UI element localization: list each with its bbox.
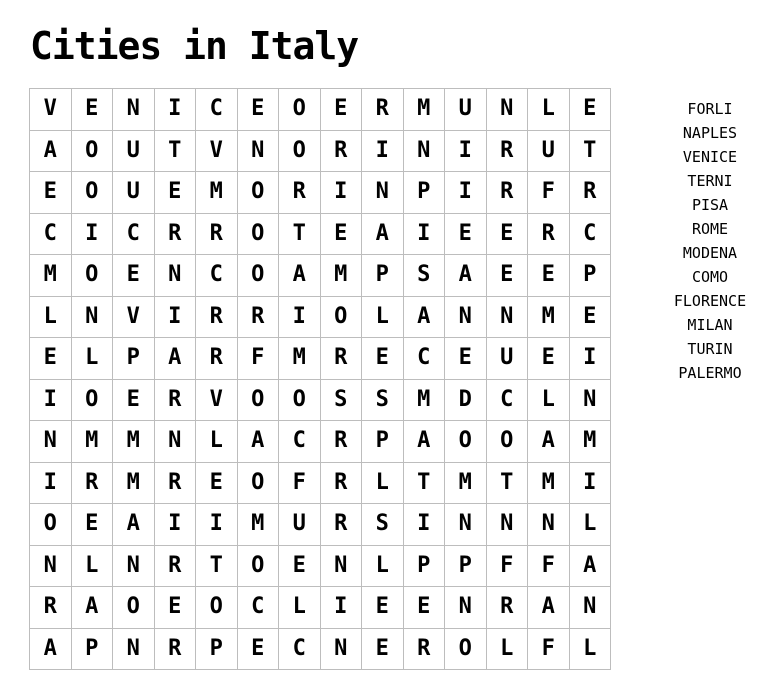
grid-cell[interactable]: E	[528, 338, 570, 380]
grid-cell[interactable]: R	[528, 213, 570, 255]
grid-cell[interactable]: N	[569, 379, 611, 421]
grid-cell[interactable]: C	[403, 338, 445, 380]
grid-cell[interactable]: F	[486, 545, 528, 587]
grid-cell[interactable]: T	[403, 462, 445, 504]
grid-cell[interactable]: L	[196, 421, 238, 463]
grid-cell[interactable]: M	[320, 255, 362, 297]
word-list-item: ROME	[691, 220, 729, 238]
grid-row	[30, 130, 611, 172]
grid-cell[interactable]: E	[569, 89, 611, 131]
grid-cell[interactable]: O	[71, 379, 113, 421]
grid-cell[interactable]: R	[196, 213, 238, 255]
grid-cell[interactable]: E	[279, 545, 321, 587]
grid-cell[interactable]: E	[71, 504, 113, 546]
word-list-item: FORLI	[687, 100, 733, 118]
grid-cell[interactable]: O	[71, 130, 113, 172]
grid-cell[interactable]: R	[320, 338, 362, 380]
grid-cell[interactable]: S	[362, 504, 404, 546]
grid-cell[interactable]: N	[113, 628, 155, 670]
grid-cell[interactable]: E	[362, 587, 404, 629]
grid-cell[interactable]: E	[30, 338, 72, 380]
grid-cell[interactable]: A	[154, 338, 196, 380]
grid-cell[interactable]: E	[528, 255, 570, 297]
grid-cell[interactable]: N	[569, 587, 611, 629]
grid-cell[interactable]: N	[154, 255, 196, 297]
page-title: Cities in Italy	[30, 24, 359, 68]
grid-cell[interactable]: M	[403, 89, 445, 131]
grid-row	[30, 545, 611, 587]
grid-cell[interactable]: R	[362, 89, 404, 131]
grid-cell[interactable]: I	[445, 130, 487, 172]
grid-cell[interactable]: L	[30, 296, 72, 338]
grid-cell[interactable]: N	[403, 130, 445, 172]
grid-cell[interactable]: R	[196, 338, 238, 380]
grid-row	[30, 338, 611, 380]
grid-cell[interactable]: U	[528, 130, 570, 172]
grid-cell[interactable]: O	[279, 130, 321, 172]
grid-row	[30, 255, 611, 297]
grid-cell[interactable]: V	[30, 89, 72, 131]
grid-cell[interactable]: D	[445, 379, 487, 421]
grid-cell[interactable]: E	[30, 172, 72, 214]
grid-cell[interactable]: A	[403, 421, 445, 463]
grid-row	[30, 462, 611, 504]
grid-cell[interactable]: M	[569, 421, 611, 463]
grid-cell[interactable]: A	[528, 421, 570, 463]
grid-cell[interactable]: M	[528, 462, 570, 504]
grid-cell[interactable]: L	[528, 379, 570, 421]
grid-cell[interactable]: I	[569, 462, 611, 504]
grid-cell[interactable]: N	[30, 421, 72, 463]
grid-cell[interactable]: P	[362, 421, 404, 463]
word-list-item: TERNI	[687, 172, 733, 190]
grid-row	[30, 421, 611, 463]
grid-cell[interactable]: V	[113, 296, 155, 338]
grid-cell[interactable]: I	[196, 504, 238, 546]
grid-cell[interactable]: L	[362, 462, 404, 504]
grid-cell[interactable]: F	[279, 462, 321, 504]
grid-cell[interactable]: R	[569, 172, 611, 214]
grid-cell[interactable]: N	[154, 421, 196, 463]
grid-cell[interactable]: L	[71, 545, 113, 587]
grid-cell[interactable]: E	[362, 338, 404, 380]
grid-cell[interactable]: O	[237, 462, 279, 504]
grid-cell[interactable]: P	[445, 545, 487, 587]
grid-cell[interactable]: E	[486, 213, 528, 255]
grid-cell[interactable]: L	[569, 628, 611, 670]
grid-cell[interactable]: U	[113, 172, 155, 214]
grid-cell[interactable]: P	[71, 628, 113, 670]
word-list-item: MILAN	[687, 316, 733, 334]
grid-cell[interactable]: E	[403, 587, 445, 629]
grid-cell[interactable]: O	[279, 379, 321, 421]
grid-cell[interactable]: E	[445, 213, 487, 255]
grid-cell[interactable]: O	[30, 504, 72, 546]
grid-cell[interactable]: N	[528, 504, 570, 546]
grid-cell[interactable]: C	[486, 379, 528, 421]
grid-row	[30, 587, 611, 629]
word-list-item: NAPLES	[682, 124, 738, 142]
grid-cell[interactable]: N	[30, 545, 72, 587]
grid-cell[interactable]: I	[71, 213, 113, 255]
word-list-item: COMO	[691, 268, 729, 286]
grid-cell[interactable]: E	[71, 89, 113, 131]
grid-cell[interactable]: C	[113, 213, 155, 255]
grid-cell[interactable]: N	[237, 130, 279, 172]
grid-cell[interactable]: O	[71, 255, 113, 297]
grid-cell[interactable]: E	[237, 628, 279, 670]
word-list-item: FLORENCE	[673, 292, 747, 310]
grid-cell[interactable]: M	[113, 462, 155, 504]
grid-cell[interactable]: A	[113, 504, 155, 546]
grid-cell[interactable]: R	[279, 172, 321, 214]
grid-cell[interactable]: A	[528, 587, 570, 629]
grid-cell[interactable]: L	[279, 587, 321, 629]
grid-cell[interactable]: E	[569, 296, 611, 338]
grid-cell[interactable]: A	[569, 545, 611, 587]
grid-cell[interactable]: N	[445, 504, 487, 546]
grid-cell[interactable]: R	[30, 587, 72, 629]
grid-cell[interactable]: R	[154, 462, 196, 504]
grid-cell[interactable]: T	[196, 545, 238, 587]
grid-cell[interactable]: L	[362, 296, 404, 338]
grid-row	[30, 379, 611, 421]
grid-cell[interactable]: N	[113, 89, 155, 131]
grid-cell[interactable]: E	[237, 89, 279, 131]
grid-cell[interactable]: E	[113, 379, 155, 421]
grid-cell[interactable]: I	[30, 462, 72, 504]
grid-cell[interactable]: C	[237, 587, 279, 629]
grid-cell[interactable]: A	[403, 296, 445, 338]
grid-cell[interactable]: P	[403, 545, 445, 587]
grid-cell[interactable]: N	[486, 296, 528, 338]
grid-cell[interactable]: A	[279, 255, 321, 297]
grid-cell[interactable]: N	[320, 628, 362, 670]
grid-cell[interactable]: E	[486, 255, 528, 297]
grid-cell[interactable]: I	[320, 587, 362, 629]
grid-cell[interactable]: N	[445, 296, 487, 338]
grid-cell[interactable]: M	[528, 296, 570, 338]
grid-cell[interactable]: N	[362, 172, 404, 214]
grid-cell[interactable]: I	[362, 130, 404, 172]
grid-cell[interactable]: A	[237, 421, 279, 463]
grid-cell[interactable]: R	[320, 462, 362, 504]
grid-row	[30, 213, 611, 255]
grid-cell[interactable]: A	[362, 213, 404, 255]
grid-cell[interactable]: M	[403, 379, 445, 421]
grid-cell[interactable]: P	[113, 338, 155, 380]
grid-cell[interactable]: A	[71, 587, 113, 629]
grid-cell[interactable]: I	[154, 89, 196, 131]
grid-cell[interactable]: R	[486, 172, 528, 214]
grid-cell[interactable]: I	[279, 296, 321, 338]
grid-cell[interactable]: R	[403, 628, 445, 670]
grid-cell[interactable]: M	[113, 421, 155, 463]
grid-cell[interactable]: I	[30, 379, 72, 421]
grid-cell[interactable]: S	[320, 379, 362, 421]
grid-cell[interactable]: T	[279, 213, 321, 255]
grid-cell[interactable]: C	[569, 213, 611, 255]
grid-cell[interactable]: R	[320, 130, 362, 172]
grid-cell[interactable]: N	[445, 587, 487, 629]
grid-cell[interactable]: C	[279, 628, 321, 670]
grid-cell[interactable]: C	[279, 421, 321, 463]
grid-cell[interactable]: A	[30, 130, 72, 172]
grid-cell[interactable]: P	[196, 628, 238, 670]
grid-cell[interactable]: R	[237, 296, 279, 338]
grid-cell[interactable]: U	[113, 130, 155, 172]
grid-cell[interactable]: P	[569, 255, 611, 297]
grid-cell[interactable]: F	[528, 545, 570, 587]
grid-cell[interactable]: M	[196, 172, 238, 214]
grid-cell[interactable]: E	[320, 89, 362, 131]
grid-cell[interactable]: I	[154, 504, 196, 546]
grid-cell[interactable]: M	[445, 462, 487, 504]
grid-cell[interactable]: O	[320, 296, 362, 338]
grid-cell[interactable]: I	[569, 338, 611, 380]
word-list-item: VENICE	[682, 148, 738, 166]
grid-cell[interactable]: O	[486, 421, 528, 463]
grid-cell[interactable]: L	[528, 89, 570, 131]
grid-cell[interactable]: C	[30, 213, 72, 255]
grid-cell[interactable]: C	[196, 255, 238, 297]
grid-cell[interactable]: O	[237, 172, 279, 214]
grid-cell[interactable]: R	[486, 130, 528, 172]
grid-row	[30, 296, 611, 338]
grid-cell[interactable]: L	[71, 338, 113, 380]
grid-cell[interactable]: R	[320, 504, 362, 546]
grid-cell[interactable]: I	[154, 296, 196, 338]
grid-cell[interactable]: T	[569, 130, 611, 172]
grid-cell[interactable]: I	[320, 172, 362, 214]
grid-cell[interactable]: N	[71, 296, 113, 338]
grid-cell[interactable]: E	[445, 338, 487, 380]
grid-cell[interactable]: E	[320, 213, 362, 255]
grid-cell[interactable]: F	[237, 338, 279, 380]
grid-cell[interactable]: I	[403, 504, 445, 546]
grid-cell[interactable]: I	[445, 172, 487, 214]
grid-row	[30, 504, 611, 546]
grid-cell[interactable]: L	[569, 504, 611, 546]
grid-cell[interactable]: E	[196, 462, 238, 504]
grid-cell[interactable]: R	[320, 421, 362, 463]
grid-cell[interactable]: R	[154, 213, 196, 255]
grid-cell[interactable]: R	[154, 545, 196, 587]
grid-cell[interactable]: S	[362, 379, 404, 421]
grid-row	[30, 89, 611, 131]
word-list-item: PALERMO	[678, 364, 742, 382]
grid-cell[interactable]: U	[486, 338, 528, 380]
grid-cell[interactable]: V	[196, 379, 238, 421]
grid-cell[interactable]: N	[486, 89, 528, 131]
grid-cell[interactable]: I	[403, 213, 445, 255]
grid-cell[interactable]: V	[196, 130, 238, 172]
grid-cell[interactable]: C	[196, 89, 238, 131]
grid-cell[interactable]: R	[71, 462, 113, 504]
grid-cell[interactable]: O	[237, 379, 279, 421]
grid-cell[interactable]: E	[113, 255, 155, 297]
grid-cell[interactable]: P	[362, 255, 404, 297]
grid-row	[30, 628, 611, 670]
word-list-item: PISA	[691, 196, 729, 214]
grid-cell[interactable]: O	[71, 172, 113, 214]
grid-row	[30, 172, 611, 214]
grid-cell[interactable]: E	[362, 628, 404, 670]
grid-cell[interactable]: U	[279, 504, 321, 546]
grid-cell[interactable]: O	[113, 587, 155, 629]
grid-cell[interactable]: A	[30, 628, 72, 670]
grid-cell[interactable]: O	[196, 587, 238, 629]
grid-cell[interactable]: L	[486, 628, 528, 670]
grid-cell[interactable]: R	[154, 628, 196, 670]
grid-cell[interactable]: O	[237, 255, 279, 297]
word-list-item: MODENA	[682, 244, 738, 262]
grid-cell[interactable]: R	[486, 587, 528, 629]
grid-cell[interactable]: O	[237, 545, 279, 587]
grid-cell[interactable]: M	[279, 338, 321, 380]
grid-cell[interactable]: O	[279, 89, 321, 131]
grid-cell[interactable]: U	[445, 89, 487, 131]
grid-cell[interactable]: N	[113, 545, 155, 587]
grid-cell[interactable]: R	[196, 296, 238, 338]
grid-cell[interactable]: L	[362, 545, 404, 587]
grid-cell[interactable]: T	[154, 130, 196, 172]
grid-cell[interactable]: N	[486, 504, 528, 546]
grid-cell[interactable]: M	[71, 421, 113, 463]
grid-cell[interactable]: E	[154, 172, 196, 214]
grid-cell[interactable]: M	[237, 504, 279, 546]
grid-cell[interactable]: R	[154, 379, 196, 421]
grid-cell[interactable]: O	[445, 421, 487, 463]
grid-cell[interactable]: T	[486, 462, 528, 504]
grid-cell[interactable]: P	[403, 172, 445, 214]
word-list-item: TURIN	[687, 340, 733, 358]
grid-cell[interactable]: N	[320, 545, 362, 587]
grid-cell[interactable]: O	[237, 213, 279, 255]
grid-cell[interactable]: M	[30, 255, 72, 297]
grid-cell[interactable]: E	[154, 587, 196, 629]
grid-cell[interactable]: F	[528, 628, 570, 670]
grid-cell[interactable]: S	[403, 255, 445, 297]
word-list	[660, 97, 758, 385]
letter-grid	[29, 88, 611, 670]
grid-cell[interactable]: F	[528, 172, 570, 214]
grid-cell[interactable]: O	[445, 628, 487, 670]
grid-cell[interactable]: A	[445, 255, 487, 297]
